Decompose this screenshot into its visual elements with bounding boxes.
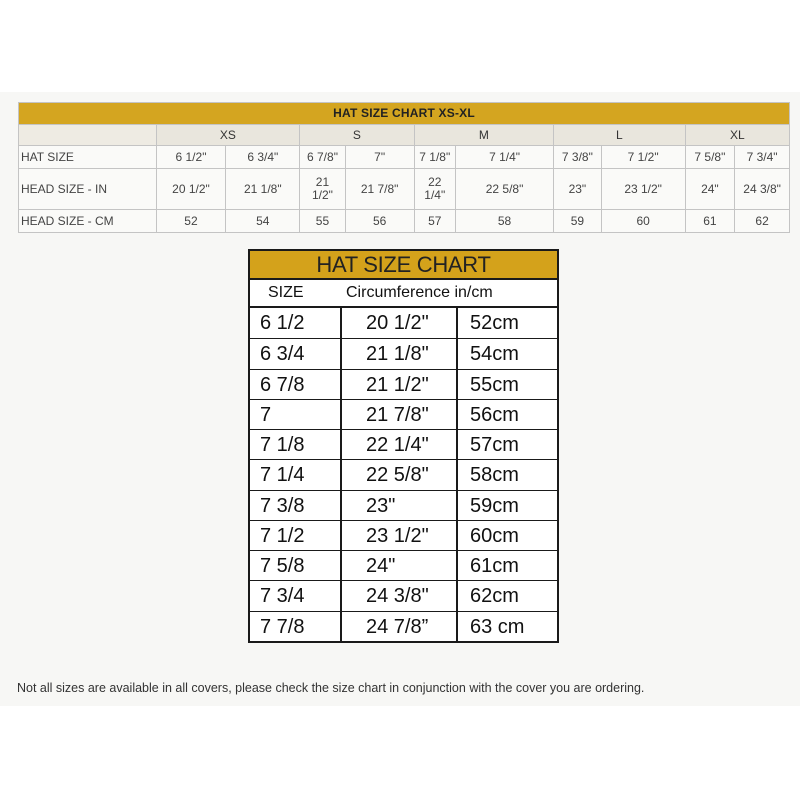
table-cell: 20 1/2" bbox=[156, 169, 226, 210]
table-cell: 7 5/8" bbox=[685, 146, 735, 169]
table-cell: 7 3/4" bbox=[735, 146, 790, 169]
table-cell: 59 bbox=[554, 210, 602, 233]
table-row bbox=[250, 580, 557, 610]
table-cell: 7 1/4" bbox=[455, 146, 553, 169]
table-cell: 55 bbox=[300, 210, 346, 233]
cm-cell: 55cm bbox=[470, 373, 519, 396]
table-cell: 24 3/8" bbox=[735, 169, 790, 210]
table-row bbox=[250, 459, 557, 489]
group-header-xl: XL bbox=[685, 125, 789, 146]
cm-cell: 62cm bbox=[470, 585, 519, 608]
table-cell: 58 bbox=[455, 210, 553, 233]
size-cell: 7 7/8 bbox=[250, 612, 342, 641]
table-cell: 24" bbox=[685, 169, 735, 210]
cm-cell: 58cm bbox=[470, 464, 519, 487]
cm-cell: 54cm bbox=[470, 343, 519, 366]
size-chart-xs-xl-title: HAT SIZE CHART XS-XL bbox=[19, 103, 790, 125]
table-row bbox=[250, 550, 557, 580]
table-row bbox=[250, 429, 557, 459]
size-cell: 7 bbox=[250, 400, 342, 429]
hat-size-chart-table bbox=[248, 249, 559, 643]
hat-size-chart-header bbox=[250, 280, 557, 308]
table-row bbox=[250, 520, 557, 550]
inch-cell: 21 7/8" bbox=[342, 400, 458, 429]
size-cell: 7 5/8 bbox=[250, 551, 342, 580]
size-cell: 7 1/2 bbox=[250, 521, 342, 550]
inch-cell: 24 7/8” bbox=[342, 612, 458, 641]
table-cell: 61 bbox=[685, 210, 735, 233]
table-cell: 6 3/4" bbox=[226, 146, 300, 169]
size-cell: 7 1/8 bbox=[250, 430, 342, 459]
size-cell: 7 3/8 bbox=[250, 491, 342, 520]
table-cell: 7 1/8" bbox=[414, 146, 455, 169]
group-header-m: M bbox=[414, 125, 554, 146]
cm-cell: 57cm bbox=[470, 434, 519, 457]
size-cell: 7 3/4 bbox=[250, 581, 342, 610]
inch-cell: 24" bbox=[342, 551, 458, 580]
table-row bbox=[250, 611, 557, 641]
size-cell: 6 3/4 bbox=[250, 339, 342, 368]
inch-cell: 23" bbox=[342, 491, 458, 520]
cm-cell: 56cm bbox=[470, 403, 519, 426]
table-cell: 23 1/2" bbox=[601, 169, 685, 210]
group-header-l: L bbox=[554, 125, 686, 146]
table-cell: 62 bbox=[735, 210, 790, 233]
inch-cell: 20 1/2" bbox=[342, 308, 458, 338]
inch-cell: 21 1/2" bbox=[342, 370, 458, 399]
table-cell: 21 1/2" bbox=[300, 169, 346, 210]
table-cell: 21 1/8" bbox=[226, 169, 300, 210]
table-cell: 7 3/8" bbox=[554, 146, 602, 169]
cm-cell: 60cm bbox=[470, 524, 519, 547]
size-chart-xs-xl-table bbox=[18, 102, 790, 233]
hat-size-chart-title: HAT SIZE CHART bbox=[250, 251, 557, 280]
inch-cell: 24 3/8" bbox=[342, 581, 458, 610]
size-cell: 7 1/4 bbox=[250, 460, 342, 489]
row-label: HEAD SIZE - IN bbox=[19, 169, 157, 210]
row-label: HAT SIZE bbox=[19, 146, 157, 169]
column-header-circumference: Circumference in/cm bbox=[346, 284, 493, 301]
table-row bbox=[250, 369, 557, 399]
table-row bbox=[250, 338, 557, 368]
table-cell: 6 1/2" bbox=[156, 146, 226, 169]
inch-cell: 22 5/8" bbox=[342, 460, 458, 489]
cm-cell: 61cm bbox=[470, 555, 519, 578]
table-row bbox=[250, 399, 557, 429]
inch-cell: 22 1/4" bbox=[342, 430, 458, 459]
group-header-xs: XS bbox=[156, 125, 300, 146]
table-cell: 52 bbox=[156, 210, 226, 233]
table-cell: 22 1/4" bbox=[414, 169, 455, 210]
column-header-size: SIZE bbox=[268, 284, 304, 301]
cm-cell: 59cm bbox=[470, 494, 519, 517]
size-cell: 6 1/2 bbox=[250, 308, 342, 338]
cm-cell: 52cm bbox=[470, 312, 519, 334]
table-cell: 56 bbox=[345, 210, 414, 233]
group-header-s: S bbox=[300, 125, 414, 146]
hat-size-chart-rows bbox=[250, 308, 557, 641]
table-cell: 6 7/8" bbox=[300, 146, 346, 169]
inch-cell: 23 1/2" bbox=[342, 521, 458, 550]
table-row bbox=[250, 490, 557, 520]
footnote: Not all sizes are available in all covers, please check the size chart in conjunction with the cover you are ordering. bbox=[17, 681, 645, 695]
group-header-blank bbox=[19, 125, 157, 146]
table-cell: 21 7/8" bbox=[345, 169, 414, 210]
table-row-head-size-in bbox=[19, 169, 790, 210]
table-row bbox=[250, 308, 557, 338]
table-cell: 7" bbox=[345, 146, 414, 169]
inch-cell: 21 1/8" bbox=[342, 339, 458, 368]
cm-cell: 63 cm bbox=[470, 615, 525, 638]
table-cell: 22 5/8" bbox=[455, 169, 553, 210]
table-cell: 23" bbox=[554, 169, 602, 210]
row-label: HEAD SIZE - CM bbox=[19, 210, 157, 233]
table-cell: 7 1/2" bbox=[601, 146, 685, 169]
table-cell: 57 bbox=[414, 210, 455, 233]
table-row-hat-size bbox=[19, 146, 790, 169]
size-cell: 6 7/8 bbox=[250, 370, 342, 399]
table-cell: 60 bbox=[601, 210, 685, 233]
table-row-head-size-cm bbox=[19, 210, 790, 233]
table-cell: 54 bbox=[226, 210, 300, 233]
